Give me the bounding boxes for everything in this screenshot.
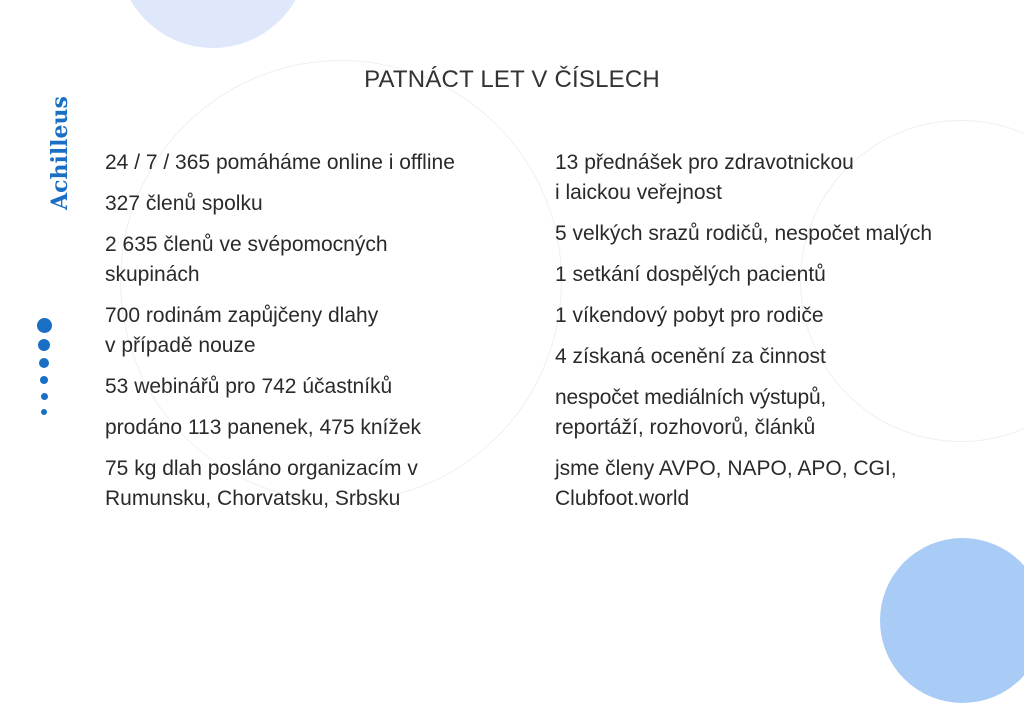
stat-item [555,301,995,331]
stat-item [105,454,535,514]
decor-circle-bottom [880,538,1024,703]
stat-item [105,230,535,290]
stats-left-column [105,148,535,525]
stat-item [555,454,995,514]
stat-text: víkendový pobyt pro rodiče [572,304,824,327]
stat-text: členů ve svépomocných [163,233,388,256]
stat-number: 700 [105,304,141,327]
stat-text: webinářů pro [134,375,256,398]
stat-item [555,260,995,290]
stat-text: získaná ocenění za činnost [572,345,826,368]
stat-text: pomáháme online i offline [215,151,455,174]
stat-item [105,372,535,402]
stat-text: kg dlah posláno organizacím v [134,457,418,480]
stat-number: 327 [105,192,141,215]
logo-dots-icon [36,318,52,415]
stat-item [105,301,535,361]
stat-item [555,342,995,372]
stat-item [105,189,535,219]
stat-item [555,148,995,208]
stat-text: členů spolku [145,192,263,215]
stat-text: nespočet mediálních výstupů, [555,386,827,409]
stat-text: setkání dospělých pacientů [572,263,826,286]
stat-text-line2: skupinách [105,263,200,286]
stat-text-line2: Clubfoot.world [555,487,690,510]
stat-number: 24 / 7 / 365 [105,151,211,174]
stat-text: jsme členy AVPO, NAPO, APO, CGI, [555,457,897,480]
stat-item [555,219,995,249]
stat-number: 4 [555,345,567,368]
stat-text-line2: i laickou veřejnost [555,181,722,204]
stat-text: velkých srazů rodičů, nespočet malých [572,222,933,245]
stat-number-2: 742 [261,375,297,398]
stat-text: přednášek pro zdravotnickou [584,151,854,174]
stat-text: rodinám zapůjčeny dlahy [145,304,379,327]
stat-number: 13 [555,151,579,174]
stat-text: prodáno 113 panenek, 475 knížek [105,416,422,439]
stat-text-b: účastníků [302,375,393,398]
logo-wordmark: Achilleus [47,96,73,210]
stat-number: 1 [555,263,567,286]
stat-item [105,413,535,443]
stat-item [105,148,535,178]
stat-number: 75 [105,457,129,480]
stat-text-line2: v případě nouze [105,334,256,357]
stat-item [555,383,995,443]
stat-text-line2: Rumunsku, Chorvatsku, Srbsku [105,487,401,510]
stat-number: 1 [555,304,567,327]
stats-right-column [555,148,995,525]
decor-circle-top [118,0,308,48]
stat-number: 53 [105,375,129,398]
stat-number: 5 [555,222,567,245]
stat-number: 2 635 [105,233,158,256]
slide-title: PATNÁCT LET V ČÍSLECH [364,66,660,93]
stat-text-line2: reportáží, rozhovorů, článků [555,416,816,439]
